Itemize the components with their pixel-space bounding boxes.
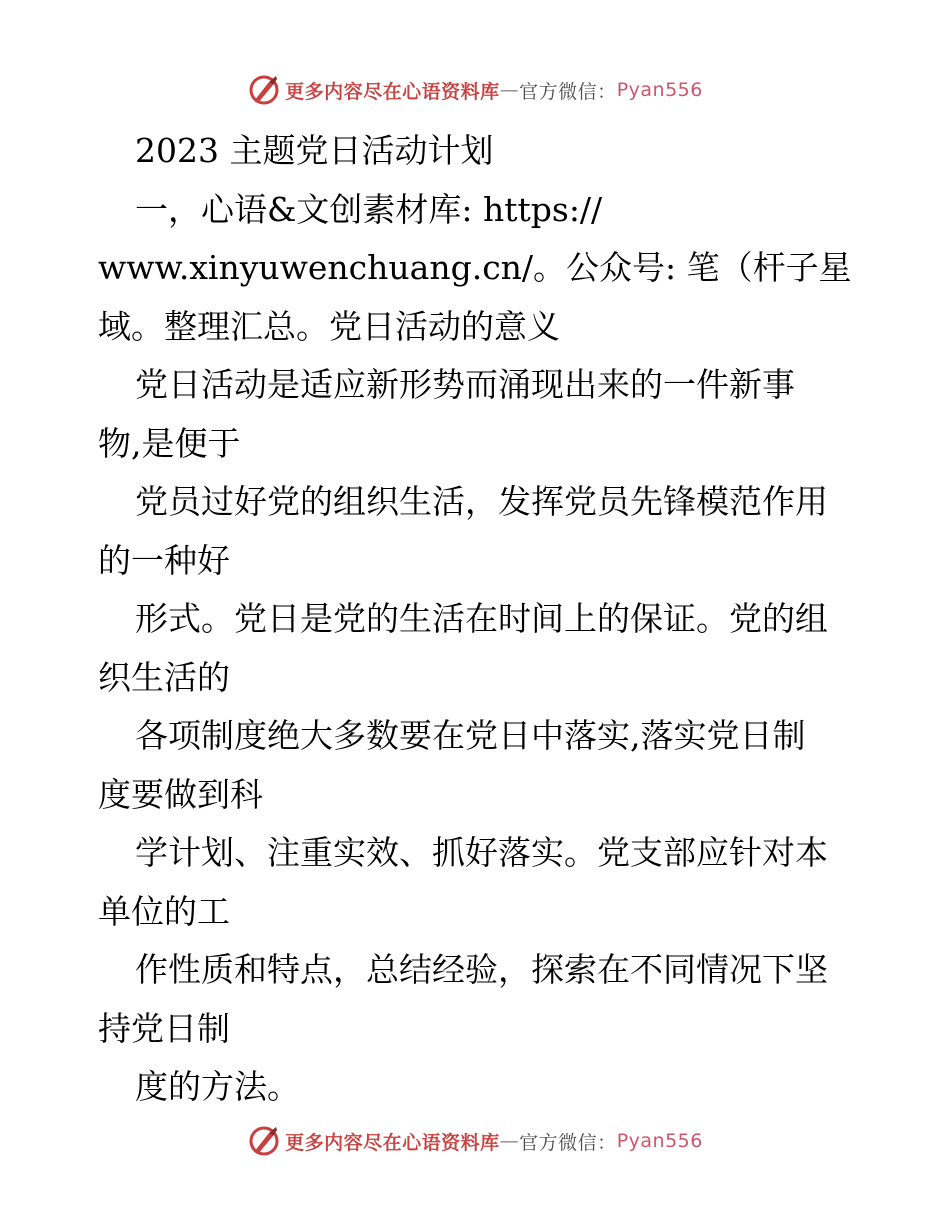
quill-pen-logo-icon [247, 73, 281, 107]
document-text-line: 2023 主题党日活动计划 [135, 131, 494, 170]
document-text-line: 学计划、注重实效、抓好落实。党支部应针对本 [135, 833, 828, 872]
document-text-line: 域。整理汇总。党日活动的意义 [98, 306, 560, 346]
banner-main-text: 更多内容尽在心语资料库 [285, 1131, 500, 1154]
banner-wechat-id: Pyan556 [616, 1130, 703, 1152]
document-text-line: 织生活的 [98, 657, 230, 697]
banner-wechat-label: 官方微信： [519, 80, 617, 103]
document-text-line: 党员过好党的组织生活，发挥党员先锋模范作用 [135, 482, 828, 521]
document-text-line: 度的方法。 [135, 1067, 300, 1106]
document-text-line: 党日活动是适应新形势而涌现出来的一件新事 [135, 365, 795, 404]
document-text-line: 持党日制 [98, 1008, 230, 1048]
banner-wechat-label: 官方微信： [519, 1131, 617, 1154]
document-text-line: 的一种好 [98, 540, 230, 580]
banner-dash: — [499, 1130, 520, 1152]
document-text-line: 作性质和特点，总结经验，探索在不同情况下坚 [135, 950, 828, 989]
document-text-line: 一，心语&文创素材库: https:// [135, 189, 603, 229]
document-body [98, 122, 858, 1117]
document-text-line: www.xinyuwenchuang.cn/。公众号: 笔（杆子星 [98, 248, 852, 287]
footer-watermark-banner [0, 1121, 950, 1161]
banner-main-text: 更多内容尽在心语资料库 [285, 80, 500, 103]
banner-wechat-id: Pyan556 [616, 79, 703, 101]
header-watermark-banner [0, 70, 950, 110]
document-text-line: 物,是便于 [98, 423, 241, 463]
document-text-line: 度要做到科 [98, 774, 263, 814]
document-text-line: 形式。党日是党的生活在时间上的保证。党的组 [135, 599, 828, 638]
document-text-line: 各项制度绝大多数要在党日中落实,落实党日制 [135, 716, 806, 755]
document-text-line: 单位的工 [98, 891, 230, 931]
banner-dash: — [499, 79, 520, 101]
quill-pen-logo-icon [247, 1124, 281, 1158]
